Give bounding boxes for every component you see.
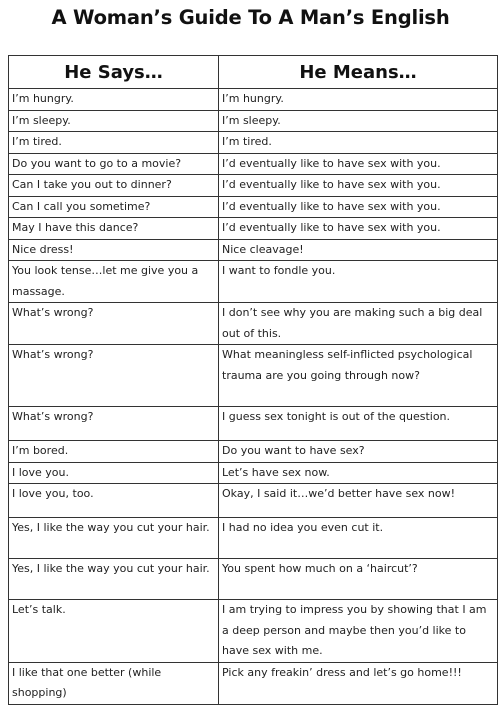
page-title: A Woman’s Guide To A Man’s English (51, 6, 450, 29)
table-row (9, 153, 498, 175)
he-means-cell: What meaningless self-inflicted psychological trauma are you going through now? (219, 345, 498, 407)
he-says-cell: Yes, I like the way you cut your hair. (9, 559, 219, 600)
table-row (9, 175, 498, 197)
he-says-cell: Let’s talk. (9, 600, 219, 663)
he-means-cell: Okay, I said it…we’d better have sex now! (219, 484, 498, 518)
he-means-cell: I am trying to impress you by showing that I am a deep person and maybe then you’d like to have sex with me. (219, 600, 498, 663)
table-row (9, 559, 498, 600)
table-row (9, 196, 498, 218)
he-means-cell: I guess sex tonight is out of the question. (219, 407, 498, 441)
table-row (9, 441, 498, 463)
he-means-cell: I want to fondle you. (219, 261, 498, 303)
table-row (9, 484, 498, 518)
table-row (9, 261, 498, 303)
he-says-cell: I like that one better (while shopping) (9, 662, 219, 704)
he-says-cell: Can I call you sometime? (9, 196, 219, 218)
he-means-cell: I’d eventually like to have sex with you. (219, 153, 498, 175)
table-row (9, 303, 498, 345)
he-means-cell: I’m hungry. (219, 89, 498, 111)
he-says-cell: Do you want to go to a movie? (9, 153, 219, 175)
table-row (9, 662, 498, 704)
he-says-cell: Yes, I like the way you cut your hair. (9, 518, 219, 559)
header-row (9, 56, 498, 89)
table-row (9, 218, 498, 240)
he-means-cell: Let’s have sex now. (219, 462, 498, 484)
he-says-cell: I love you. (9, 462, 219, 484)
he-says-cell: May I have this dance? (9, 218, 219, 240)
he-says-cell: I’m hungry. (9, 89, 219, 111)
table-row (9, 462, 498, 484)
he-means-cell: I had no idea you even cut it. (219, 518, 498, 559)
he-says-cell: Nice dress! (9, 239, 219, 261)
he-means-cell: I’d eventually like to have sex with you. (219, 175, 498, 197)
table-row (9, 600, 498, 663)
table-body (9, 89, 498, 705)
he-means-cell: Nice cleavage! (219, 239, 498, 261)
he-says-cell: What’s wrong? (9, 407, 219, 441)
he-says-cell: I love you, too. (9, 484, 219, 518)
table-row (9, 89, 498, 111)
table-row (9, 132, 498, 154)
table-row (9, 407, 498, 441)
table-row (9, 345, 498, 407)
he-says-cell: What’s wrong? (9, 303, 219, 345)
table-row (9, 518, 498, 559)
he-means-cell: I don’t see why you are making such a big deal out of this. (219, 303, 498, 345)
he-means-cell: You spent how much on a ‘haircut’? (219, 559, 498, 600)
he-says-cell: I’m tired. (9, 132, 219, 154)
he-means-cell: I’m tired. (219, 132, 498, 154)
table-row (9, 110, 498, 132)
he-means-cell: I’m sleepy. (219, 110, 498, 132)
he-means-cell: I’d eventually like to have sex with you. (219, 196, 498, 218)
he-means-cell: Pick any freakin’ dress and let’s go home!!! (219, 662, 498, 704)
guide-table (8, 55, 498, 705)
he-means-cell: Do you want to have sex? (219, 441, 498, 463)
he-says-cell: What’s wrong? (9, 345, 219, 407)
he-says-cell: I’m sleepy. (9, 110, 219, 132)
he-means-cell: I’d eventually like to have sex with you. (219, 218, 498, 240)
table-row (9, 239, 498, 261)
column-header-he-says: He Says… (9, 56, 219, 89)
column-header-he-means: He Means… (219, 56, 498, 89)
he-says-cell: Can I take you out to dinner? (9, 175, 219, 197)
he-says-cell: You look tense…let me give you a massage. (9, 261, 219, 303)
he-says-cell: I’m bored. (9, 441, 219, 463)
table-header (9, 56, 498, 89)
